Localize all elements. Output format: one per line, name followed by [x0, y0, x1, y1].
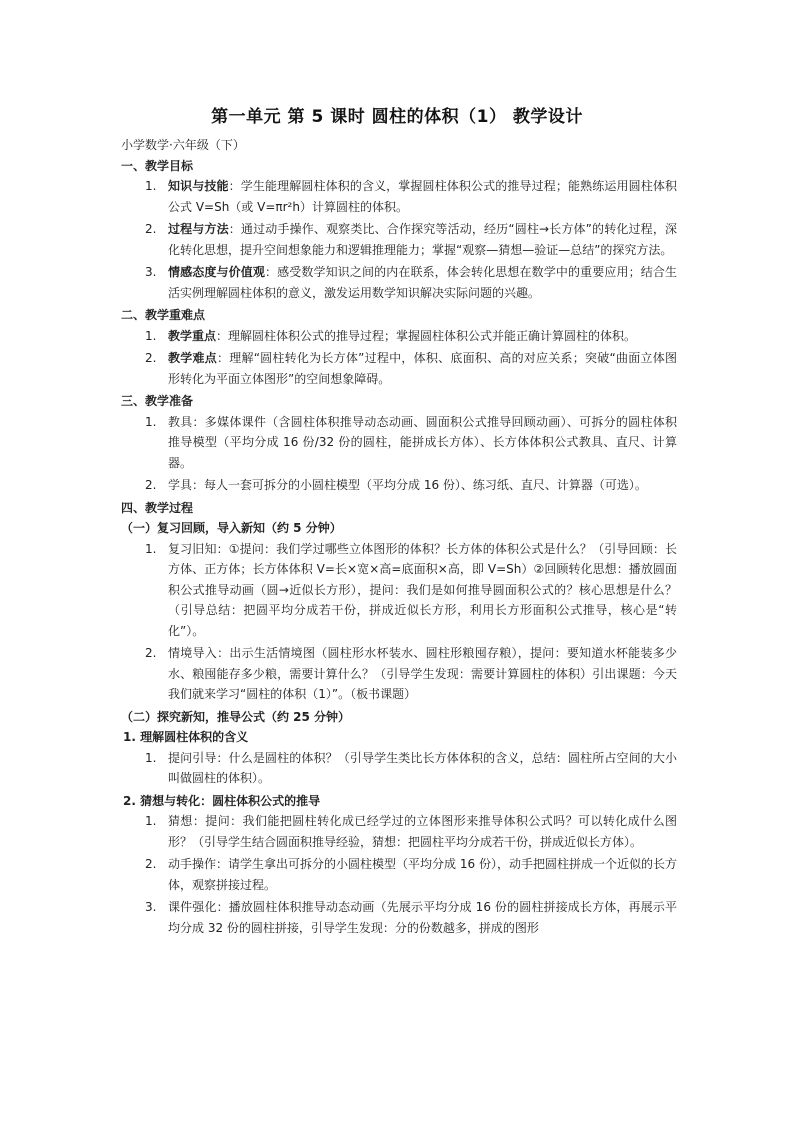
list-item: [121, 748, 677, 789]
item-number: 1.: [145, 541, 157, 556]
list-item: [121, 854, 677, 895]
item-number: 1.: [145, 414, 157, 429]
list-item: [121, 811, 677, 852]
item-text: 教具：多媒体课件（含圆柱体积推导动态动画、圆面积公式推导回顾动画）、可拆分的圆柱体积推导模型（平均分成 16 份/32 份的圆柱，能拼成长方体）、长方体体积公式教具、直尺、计算器。: [168, 414, 677, 470]
section-heading-preparation: 三、教学准备: [121, 394, 194, 408]
item-number: 3.: [145, 900, 157, 914]
section-heading-process: 四、教学过程: [121, 500, 194, 515]
item-text: 猜想：提问：我们能把圆柱转化成已经学过的立体图形来推导体积公式吗？可以转化成什么图形？（引导学生结合圆面积推导经验，猜想：把圆柱平均分成若干份，拼成近似长方体）。: [168, 814, 677, 849]
item-text: 提问引导：什么是圆柱的体积？（引导学生类比长方体体积的含义，总结：圆柱所占空间的大小叫做圆柱的体积）。: [168, 750, 677, 785]
item-number: 2.: [145, 351, 157, 365]
list-item: [121, 176, 677, 217]
list-item: [121, 475, 677, 496]
list-item: [121, 897, 677, 938]
list-item: [121, 348, 677, 389]
item-text: 情境导入：出示生活情境图（圆柱形水杯装水、圆柱形粮囤存粮），提问：要知道水杯能装多少水、粮囤能存多少粮，需要计算什么？（引导学生发现：需要计算圆柱的体积）引出课题：今天我们就来学习“圆柱的体积（1）”。（板书课题）: [168, 646, 677, 701]
item-lead: 过程与方法: [168, 222, 229, 236]
item-number: 2.: [145, 857, 157, 871]
objectives-list: [121, 176, 677, 303]
list-item: [121, 326, 677, 347]
page-title: 第一单元 第 5 课时 圆柱的体积（1） 教学设计: [211, 107, 583, 127]
item-lead: 教学难点: [168, 351, 217, 365]
subsection-heading-explore: （二）探究新知，推导公式（约 25 分钟）: [121, 709, 351, 724]
item-text: ：感受数学知识之间的内在联系，体会转化思想在数学中的重要应用；结合生活实例理解圆柱体积的意义，激发运用数学知识解决实际问题的兴趣。: [168, 265, 677, 300]
item-number: 1.: [145, 179, 157, 193]
list-item: [121, 643, 677, 705]
item-text: 复习旧知：①提问：我们学过哪些立体图形的体积？长方体的体积公式是什么？（引导回顾：长方体、正方体；长方体体积 V=长×宽×高=底面积×高，即 V=Sh）②回顾转化思想：播放圆面积公式推导动画（圆→近似长方形），提问：我们是如何推导圆面积公式的？核心思想是什么？（引导总结：把圆平均分成若干份，拼成近似长方形，利用长方形面积公式推导，核心是“转化”）。: [168, 541, 677, 638]
item-text: ：理解圆柱体积公式的推导过程；掌握圆柱体积公式并能正确计算圆柱的体积。: [216, 328, 637, 343]
subsection-heading-review: （一）复习回顾，导入新知（约 5 分钟）: [121, 521, 342, 535]
section-heading-key-points: 二、教学重难点: [121, 308, 206, 322]
list-item: [121, 262, 677, 303]
document-body: [121, 135, 677, 940]
item-number: 3.: [145, 265, 157, 279]
list-item: [121, 539, 677, 642]
item-number: 1.: [145, 814, 157, 828]
item-text: ：理解“圆柱转化为长方体”过程中，体积、底面积、高的对应关系；突破“曲面立体图形转化为平面立体图形”的空间想象障碍。: [168, 351, 677, 386]
subtitle: 小学数学·六年级（下）: [121, 138, 245, 152]
item-text: ：通过动手操作、观察类比、合作探究等活动，经历“圆柱→长方体”的转化过程，深化转化思想，提升空间想象能力和逻辑推理能力；掌握“观察—猜想—验证—总结”的探究方法。: [168, 222, 677, 257]
topic-heading-meaning: 1. 理解圆柱体积的含义: [123, 730, 249, 744]
item-text: 学具：每人一套可拆分的小圆柱模型（平均分成 16 份）、练习纸、直尺、计算器（可选）。: [168, 478, 647, 492]
item-text: 课件强化：播放圆柱体积推导动态动画（先展示平均分成 16 份的圆柱拼接成长方体，再展示平均分成 32 份的圆柱拼接，引导学生发现：分的份数越多，拼成的图形: [168, 900, 677, 935]
derivation-list: [121, 811, 677, 938]
item-number: 1.: [145, 328, 157, 343]
section-heading-objectives: 一、教学目标: [121, 158, 194, 173]
topic-heading-derivation: 2. 猜想与转化：圆柱体积公式的推导: [123, 793, 321, 808]
key-points-list: [121, 326, 677, 390]
item-text: 动手操作：请学生拿出可拆分的小圆柱模型（平均分成 16 份），动手把圆柱拼成一个近似的长方体，观察拼接过程。: [168, 857, 677, 892]
item-text: ：学生能理解圆柱体积的含义，掌握圆柱体积公式的推导过程；能熟练运用圆柱体积公式 V=Sh（或 V=πr²h）计算圆柱的体积。: [168, 179, 677, 214]
item-lead: 情感态度与价值观: [168, 265, 265, 279]
item-lead: 教学重点: [168, 328, 217, 343]
review-list: [121, 539, 677, 705]
item-lead: 知识与技能: [168, 179, 229, 193]
preparation-list: [121, 412, 677, 496]
item-number: 2.: [145, 478, 157, 492]
item-number: 2.: [145, 646, 157, 660]
item-number: 1.: [145, 750, 157, 765]
list-item: [121, 412, 677, 474]
meaning-list: [121, 748, 677, 789]
list-item: [121, 219, 677, 260]
item-number: 2.: [145, 222, 157, 236]
